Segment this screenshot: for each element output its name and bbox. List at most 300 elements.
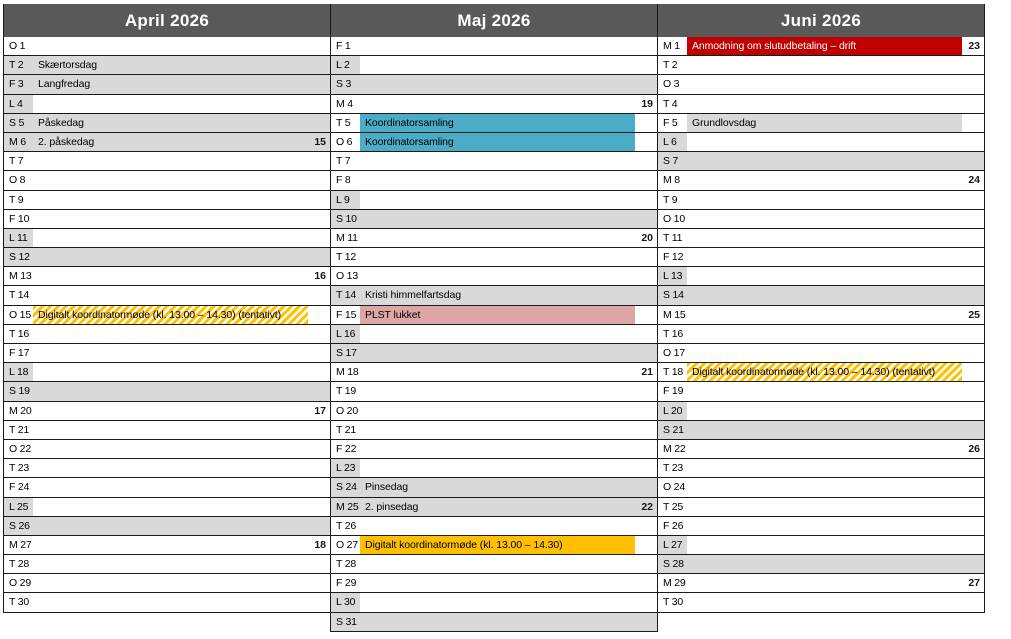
day-content	[360, 210, 635, 228]
day-content	[33, 75, 308, 93]
holiday-label: Kristi himmelfartsdag	[365, 289, 461, 302]
day-label: T 16	[663, 327, 684, 340]
week-number	[308, 382, 330, 400]
day-row[interactable]	[4, 267, 330, 286]
day-row[interactable]	[4, 363, 330, 382]
day-content	[360, 191, 635, 209]
day-label: O 1	[9, 40, 26, 52]
day-row[interactable]	[658, 133, 984, 152]
day-content	[33, 37, 308, 55]
day-row[interactable]	[4, 191, 330, 210]
day-content	[33, 402, 308, 420]
day-content	[360, 37, 635, 55]
holiday-label: Langfredag	[38, 78, 91, 91]
day-label: T 7	[336, 155, 351, 168]
day-content	[33, 498, 308, 516]
day-row[interactable]	[658, 421, 984, 440]
day-row[interactable]	[658, 536, 984, 555]
day-label: F 1	[336, 40, 351, 52]
day-label: F 5	[663, 116, 678, 129]
day-row[interactable]	[331, 114, 657, 133]
week-number	[308, 459, 330, 477]
day-label: M 8	[663, 174, 680, 187]
day-content	[33, 152, 308, 170]
day-row[interactable]	[4, 229, 330, 248]
day-row[interactable]	[658, 95, 984, 114]
day-label: O 3	[663, 78, 680, 91]
day-label: S 24	[336, 481, 357, 494]
day-label: T 28	[9, 558, 30, 571]
day-label: S 10	[336, 212, 357, 225]
day-row[interactable]	[4, 286, 330, 305]
week-number	[962, 133, 984, 151]
day-row[interactable]	[658, 75, 984, 94]
week-number	[635, 440, 657, 458]
day-row[interactable]	[4, 344, 330, 363]
week-number	[308, 440, 330, 458]
week-number	[962, 210, 984, 228]
day-row[interactable]	[658, 286, 984, 305]
day-label: M 15	[663, 308, 686, 321]
day-label: S 3	[336, 78, 352, 91]
day-row[interactable]	[658, 517, 984, 536]
week-number: 23	[968, 40, 980, 52]
event-bar[interactable]: Grundlovsdag	[687, 114, 962, 132]
day-content	[687, 382, 962, 400]
day-content	[33, 95, 308, 113]
day-row[interactable]	[331, 171, 657, 190]
event-bar[interactable]: Digitalt koordinatormøde (kl. 13.00 – 14.30)	[360, 536, 635, 554]
week-number	[635, 152, 657, 170]
week-number	[308, 210, 330, 228]
week-number	[635, 210, 657, 228]
day-row[interactable]	[331, 267, 657, 286]
week-number	[635, 171, 657, 189]
day-row[interactable]	[331, 402, 657, 421]
day-row[interactable]	[331, 229, 657, 248]
day-label: M 18	[336, 366, 359, 379]
day-row[interactable]	[331, 613, 657, 632]
day-row[interactable]	[4, 325, 330, 344]
day-row[interactable]	[4, 210, 330, 229]
day-label: F 22	[336, 442, 357, 455]
day-label: L 16	[331, 325, 360, 343]
day-content	[687, 421, 962, 439]
day-content	[33, 363, 308, 381]
day-label: M 29	[663, 577, 686, 590]
week-number	[308, 191, 330, 209]
week-number: 24	[968, 174, 980, 187]
day-content	[360, 229, 635, 247]
day-row[interactable]	[658, 344, 984, 363]
day-content	[33, 229, 308, 247]
day-label: O 29	[9, 577, 31, 590]
day-row[interactable]	[4, 459, 330, 478]
week-number	[308, 152, 330, 170]
week-number	[308, 574, 330, 592]
week-number	[635, 191, 657, 209]
day-row[interactable]	[658, 478, 984, 497]
week-number	[635, 593, 657, 611]
week-number	[962, 459, 984, 477]
week-number	[962, 555, 984, 573]
week-number	[308, 306, 330, 324]
event-bar[interactable]: PLST lukket	[360, 306, 635, 324]
month-rows	[658, 37, 984, 613]
day-content	[687, 593, 962, 611]
week-number	[308, 171, 330, 189]
day-row[interactable]	[658, 440, 984, 459]
day-label: T 18	[663, 366, 684, 379]
day-content	[33, 574, 308, 592]
day-row[interactable]	[331, 56, 657, 75]
day-row[interactable]	[331, 306, 657, 325]
day-row[interactable]	[4, 593, 330, 612]
month-header: April 2026	[4, 4, 330, 37]
week-number: 17	[314, 404, 326, 417]
week-number	[308, 75, 330, 93]
week-number	[635, 421, 657, 439]
day-row[interactable]	[331, 248, 657, 267]
day-label: T 30	[663, 596, 684, 609]
day-content	[33, 325, 308, 343]
day-content	[360, 95, 635, 113]
day-content	[687, 574, 962, 592]
month-header: Juni 2026	[658, 4, 984, 37]
week-number	[962, 421, 984, 439]
week-number	[962, 114, 984, 132]
week-number	[635, 75, 657, 93]
week-number	[635, 286, 657, 304]
day-content	[687, 517, 962, 535]
week-number	[962, 498, 984, 516]
day-label: S 17	[336, 347, 357, 359]
day-label: T 7	[9, 155, 24, 168]
holiday-label: 2. påskedag	[38, 135, 95, 148]
day-content	[360, 248, 635, 266]
day-content	[360, 344, 635, 362]
day-label: T 23	[663, 462, 684, 475]
day-content	[687, 478, 962, 496]
day-content	[360, 478, 635, 496]
day-row[interactable]	[658, 363, 984, 382]
day-content	[360, 459, 635, 477]
day-row[interactable]	[331, 555, 657, 574]
day-row[interactable]	[658, 593, 984, 612]
week-number	[635, 37, 657, 55]
day-content	[360, 171, 635, 189]
week-number	[635, 613, 657, 631]
day-label: T 2	[9, 59, 24, 72]
day-row[interactable]	[658, 210, 984, 229]
day-row[interactable]	[4, 555, 330, 574]
day-label: L 30	[331, 593, 360, 611]
week-number	[962, 152, 984, 170]
day-label: T 9	[9, 193, 24, 206]
day-label: M 6	[9, 135, 26, 148]
day-label: F 8	[336, 174, 351, 187]
month-column-maj	[330, 4, 658, 632]
day-content	[687, 248, 962, 266]
day-row[interactable]	[4, 248, 330, 267]
day-content	[687, 75, 962, 93]
day-label: O 20	[336, 404, 358, 417]
day-content	[360, 75, 635, 93]
day-row[interactable]	[658, 152, 984, 171]
day-row[interactable]	[331, 440, 657, 459]
day-label: M 1	[663, 40, 680, 52]
day-row[interactable]	[331, 95, 657, 114]
day-label: T 11	[663, 231, 683, 244]
day-content	[687, 267, 962, 285]
day-row[interactable]	[331, 593, 657, 612]
day-label: S 31	[336, 615, 357, 628]
day-content	[687, 37, 962, 55]
day-label: O 10	[663, 212, 685, 225]
day-row[interactable]	[331, 325, 657, 344]
day-row[interactable]	[658, 574, 984, 593]
day-content	[360, 267, 635, 285]
day-row[interactable]	[331, 37, 657, 56]
day-label: M 25	[336, 500, 359, 513]
week-number	[308, 325, 330, 343]
day-content	[33, 555, 308, 573]
week-number	[635, 56, 657, 74]
day-row[interactable]	[4, 75, 330, 94]
day-row[interactable]	[4, 37, 330, 56]
day-label: S 7	[663, 155, 679, 168]
day-content	[687, 363, 962, 381]
day-row[interactable]	[4, 574, 330, 593]
day-content	[687, 152, 962, 170]
day-label: T 16	[9, 327, 30, 340]
day-label: T 19	[336, 385, 357, 398]
quarter-calendar	[3, 4, 985, 632]
day-row[interactable]	[4, 421, 330, 440]
day-row[interactable]	[658, 382, 984, 401]
week-number	[308, 95, 330, 113]
day-content	[360, 286, 635, 304]
day-content	[687, 459, 962, 477]
day-content	[33, 517, 308, 535]
day-label: M 20	[9, 404, 32, 417]
day-label: F 10	[9, 212, 30, 225]
day-content	[360, 613, 635, 631]
day-row[interactable]	[658, 325, 984, 344]
month-rows	[331, 37, 657, 632]
week-number	[962, 267, 984, 285]
day-row[interactable]	[658, 402, 984, 421]
week-number	[962, 95, 984, 113]
day-label: O 24	[663, 481, 685, 494]
day-label: L 2	[331, 56, 360, 74]
week-number: 20	[641, 231, 653, 244]
day-label: L 20	[658, 402, 687, 420]
event-bar[interactable]: Anmodning om slutudbetaling – drift	[687, 37, 962, 55]
day-row[interactable]	[4, 517, 330, 536]
day-content	[687, 286, 962, 304]
day-row[interactable]	[658, 56, 984, 75]
week-number: 26	[968, 442, 980, 455]
day-row[interactable]	[331, 363, 657, 382]
month-header: Maj 2026	[331, 4, 657, 37]
day-row[interactable]	[658, 306, 984, 325]
day-row[interactable]	[331, 210, 657, 229]
week-number	[635, 248, 657, 266]
day-row[interactable]	[331, 421, 657, 440]
week-number	[308, 517, 330, 535]
day-label: M 27	[9, 538, 32, 551]
day-row[interactable]	[331, 344, 657, 363]
day-row[interactable]	[4, 478, 330, 497]
day-label: T 14	[9, 289, 30, 302]
day-row[interactable]	[658, 171, 984, 190]
day-label: O 13	[336, 270, 358, 283]
week-number	[962, 402, 984, 420]
day-label: T 9	[663, 193, 678, 206]
week-number	[308, 363, 330, 381]
day-row[interactable]	[658, 248, 984, 267]
day-label: L 9	[331, 191, 360, 209]
day-content	[687, 498, 962, 516]
day-row[interactable]	[4, 133, 330, 152]
event-bar[interactable]: Koordinatorsamling	[360, 114, 635, 132]
day-content	[687, 325, 962, 343]
day-label: F 17	[9, 347, 30, 359]
day-row[interactable]	[4, 402, 330, 421]
day-label: T 5	[336, 116, 351, 129]
day-row[interactable]	[331, 382, 657, 401]
day-row[interactable]	[4, 114, 330, 133]
day-label: L 27	[658, 536, 687, 554]
day-content	[33, 593, 308, 611]
day-label: S 21	[663, 423, 684, 436]
day-label: F 3	[9, 78, 24, 91]
day-row[interactable]	[658, 114, 984, 133]
day-label: T 25	[663, 500, 684, 513]
event-bar[interactable]: Digitalt koordinatormøde (kl. 13.00 – 14.30) (tentativt)	[687, 363, 962, 381]
day-row[interactable]	[658, 229, 984, 248]
day-row[interactable]	[658, 267, 984, 286]
week-number	[962, 286, 984, 304]
week-number	[308, 114, 330, 132]
day-row[interactable]	[331, 517, 657, 536]
day-label: T 21	[336, 423, 357, 436]
day-row[interactable]	[331, 286, 657, 305]
day-row[interactable]	[658, 498, 984, 517]
day-label: T 21	[9, 423, 30, 436]
day-content	[687, 210, 962, 228]
month-column-juni	[658, 4, 985, 613]
day-label: O 22	[9, 442, 31, 455]
holiday-label: 2. pinsedag	[365, 500, 419, 513]
day-content	[360, 517, 635, 535]
day-row[interactable]	[658, 555, 984, 574]
day-content	[360, 536, 635, 554]
day-content	[360, 402, 635, 420]
week-number	[308, 498, 330, 516]
day-label: T 2	[663, 59, 678, 72]
event-bar[interactable]: Digitalt koordinatormøde (kl. 13.00 – 14.30) (tentativt)	[33, 306, 308, 324]
day-content	[33, 286, 308, 304]
month-rows	[4, 37, 330, 613]
week-number	[962, 75, 984, 93]
day-row[interactable]	[331, 133, 657, 152]
day-content	[360, 593, 635, 611]
holiday-label: Pinsedag	[365, 481, 408, 494]
week-number	[308, 593, 330, 611]
day-content	[687, 191, 962, 209]
day-row[interactable]	[4, 498, 330, 517]
day-row[interactable]	[658, 37, 984, 56]
day-content	[687, 133, 962, 151]
day-row[interactable]	[4, 382, 330, 401]
day-row[interactable]	[331, 191, 657, 210]
day-content	[360, 555, 635, 573]
week-number	[308, 37, 330, 55]
day-row[interactable]	[331, 152, 657, 171]
day-content	[33, 382, 308, 400]
day-label: L 13	[658, 267, 687, 285]
day-row[interactable]	[4, 171, 330, 190]
day-row[interactable]	[4, 95, 330, 114]
week-number	[308, 421, 330, 439]
day-label: L 18	[4, 363, 33, 381]
day-row[interactable]	[658, 459, 984, 478]
day-row[interactable]	[331, 498, 657, 517]
week-number	[635, 325, 657, 343]
week-number	[962, 248, 984, 266]
day-label: F 24	[9, 481, 30, 494]
day-content	[360, 133, 635, 151]
day-row[interactable]	[331, 574, 657, 593]
day-label: T 30	[9, 596, 30, 609]
day-label: T 28	[336, 558, 357, 571]
day-row[interactable]	[331, 459, 657, 478]
day-label: L 11	[4, 229, 33, 247]
day-label: O 6	[336, 135, 353, 148]
day-row[interactable]	[4, 536, 330, 555]
day-row[interactable]	[331, 478, 657, 497]
day-row[interactable]	[4, 306, 330, 325]
day-label: T 14	[336, 289, 357, 302]
day-label: S 28	[663, 558, 684, 571]
day-row[interactable]	[4, 440, 330, 459]
week-number	[635, 536, 657, 554]
day-content	[687, 440, 962, 458]
week-number	[308, 555, 330, 573]
day-label: O 8	[9, 174, 26, 187]
day-label: T 23	[9, 462, 30, 475]
day-row[interactable]	[4, 152, 330, 171]
day-content	[360, 325, 635, 343]
week-number	[962, 517, 984, 535]
day-row[interactable]	[331, 536, 657, 555]
day-row[interactable]	[331, 75, 657, 94]
week-number: 18	[314, 538, 326, 551]
event-bar[interactable]: Koordinatorsamling	[360, 133, 635, 151]
day-content	[33, 306, 308, 324]
day-row[interactable]	[4, 56, 330, 75]
day-content	[687, 171, 962, 189]
week-number: 19	[641, 97, 653, 110]
day-content	[33, 171, 308, 189]
day-content	[33, 133, 308, 151]
week-number	[962, 593, 984, 611]
week-number	[962, 363, 984, 381]
day-label: M 13	[9, 270, 32, 283]
day-row[interactable]	[658, 191, 984, 210]
